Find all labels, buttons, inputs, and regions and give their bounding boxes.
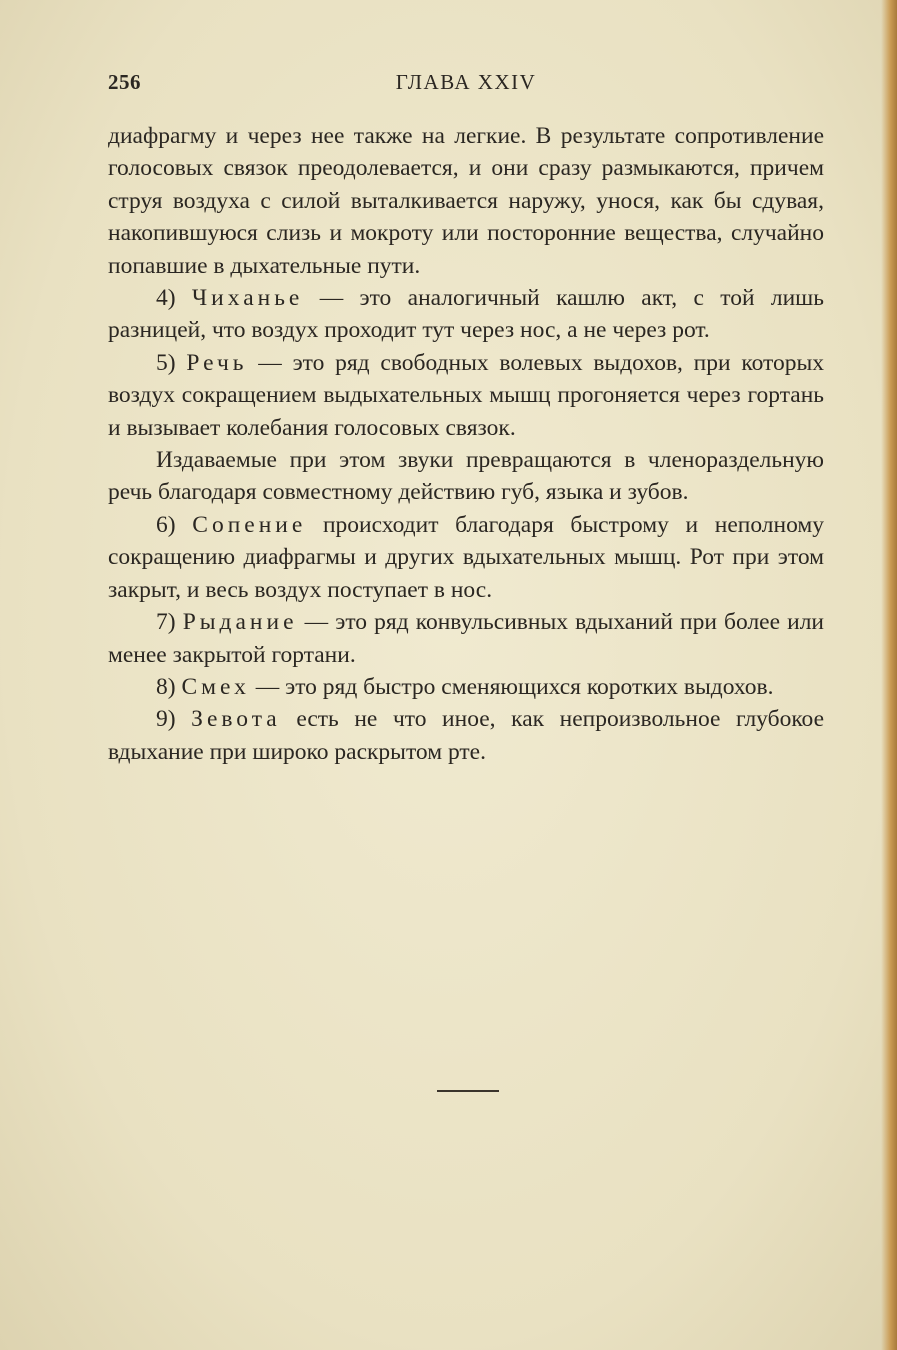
paragraph-text: — это ряд быстро сменяющихся коротких выдохов. xyxy=(255,673,774,700)
paragraph-speech-sounds xyxy=(108,444,824,509)
chapter-title: ГЛАВА XXIV xyxy=(395,70,537,94)
running-header xyxy=(108,70,824,100)
paragraph-text: Издаваемые при этом звуки превращаются в членораздельную речь благодаря совместному действию губ, языка и зубов. xyxy=(108,447,824,506)
body-text xyxy=(108,120,824,768)
item-number: 4) xyxy=(156,285,176,312)
item-term: Сопение xyxy=(192,511,307,538)
paragraph-text: — это ряд свободных волевых выдохов, при которых воздух сокращением выдыхательных мышц прогоняется через гортань и вызывает колебания голосовых связок. xyxy=(108,349,825,441)
item-term: Чиханье xyxy=(191,285,304,312)
item-number: 5) xyxy=(156,349,176,376)
item-number: 9) xyxy=(156,706,176,733)
item-number: 6) xyxy=(156,511,176,538)
paragraph-yawning xyxy=(108,703,824,768)
paragraph-text: происходит благодаря быстрому и неполному сокращению диафрагмы и других вдыхательных мышц. Рот при этом закрыт, и весь воздух поступает в нос. xyxy=(108,511,825,603)
item-term: Речь xyxy=(186,349,248,376)
paragraph-continuation xyxy=(108,120,824,282)
paragraph-laughter xyxy=(108,671,824,703)
item-number: 7) xyxy=(156,609,176,636)
item-term: Смех xyxy=(181,673,250,700)
paragraph-text: есть не что иное, как непроизвольное глубокое вдыхание при широко раскрытом рте. xyxy=(108,706,825,765)
paragraph-sniffing xyxy=(108,509,824,606)
paragraph-speech xyxy=(108,347,824,444)
item-number: 8) xyxy=(156,673,176,700)
paragraph-text: диафрагму и через нее также на легкие. В результате сопротивление голосовых связок преодолевается, и они сразу размыкаются, причем струя воздуха с силой выталкивается наружу, унося, как бы сдувая, накопившуюся слизь и мокроту или посторонние вещества, случайно попавшие в дыхательные пути. xyxy=(108,123,824,279)
item-term: Рыдание xyxy=(182,609,298,636)
paragraph-text: — это ряд конвульсивных вдыханий при более или менее закрытой гортани. xyxy=(108,609,825,668)
paragraph-text: — это аналогичный кашлю акт, с той лишь разницей, что воздух проходит тут через нос, а не через рот. xyxy=(108,285,824,344)
paragraph-sneezing xyxy=(108,282,824,347)
section-end-rule xyxy=(437,1090,499,1092)
item-term: Зевота xyxy=(191,706,281,733)
page-edge xyxy=(881,0,897,1350)
page-number: 256 xyxy=(108,70,141,94)
paragraph-sobbing xyxy=(108,606,824,671)
